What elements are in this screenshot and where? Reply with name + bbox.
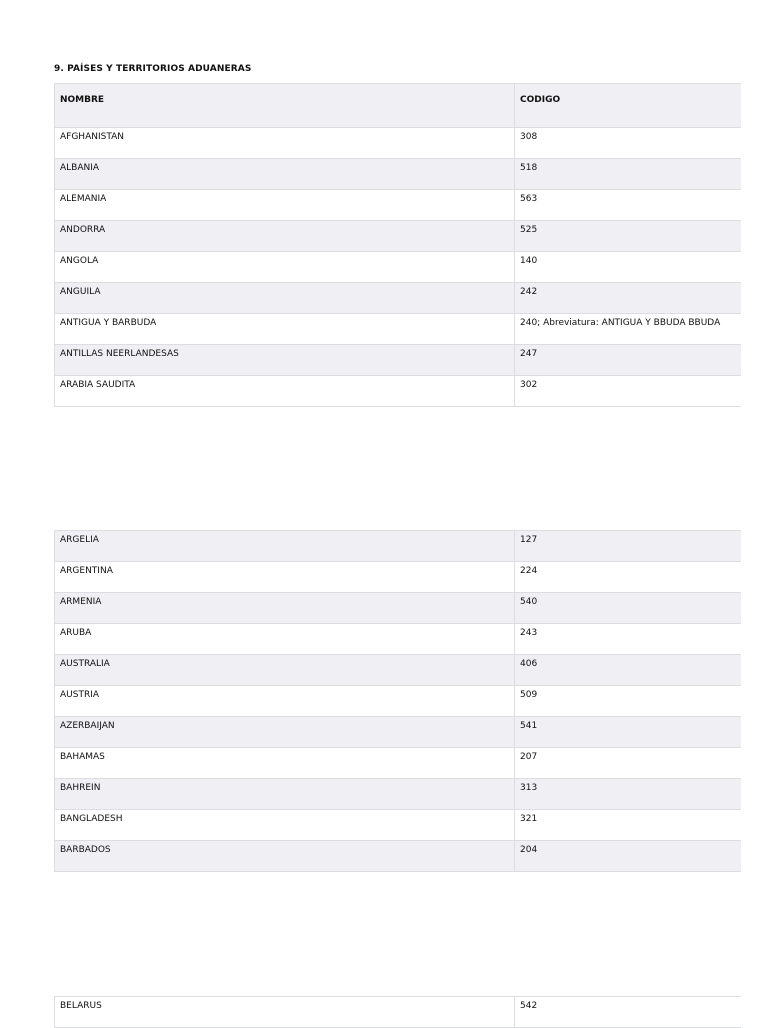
country-name: AUSTRALIA [55, 655, 515, 686]
table-row [55, 314, 741, 345]
country-code: 406 [515, 655, 741, 686]
country-name: BAHAMAS [55, 748, 515, 779]
table-row [55, 252, 741, 283]
table-row [55, 624, 741, 655]
country-code: 313 [515, 779, 741, 810]
country-code: 243 [515, 624, 741, 655]
country-name: ALEMANIA [55, 190, 515, 221]
country-name: AUSTRIA [55, 686, 515, 717]
table-row [55, 841, 741, 872]
country-name: ALBANIA [55, 159, 515, 190]
country-code: 240; Abreviatura: ANTIGUA Y BBUDA BBUDA [515, 314, 741, 345]
table-row [55, 748, 741, 779]
country-name: ANGOLA [55, 252, 515, 283]
country-code: 207 [515, 748, 741, 779]
table-row [55, 717, 741, 748]
country-code: 302 [515, 376, 741, 407]
table-row [55, 562, 741, 593]
country-code: 540 [515, 593, 741, 624]
table-row [55, 593, 741, 624]
country-name: BANGLADESH [55, 810, 515, 841]
table-row [55, 283, 741, 314]
section-title: 9. PAÍSES Y TERRITORIOS ADUANERAS [54, 64, 252, 74]
table-row [55, 128, 741, 159]
table-row [55, 686, 741, 717]
country-name: AFGHANISTAN [55, 128, 515, 159]
header-codigo: CODIGO [515, 84, 741, 128]
country-code: 518 [515, 159, 741, 190]
country-code: 242 [515, 283, 741, 314]
country-name: ANTILLAS NEERLANDESAS [55, 345, 515, 376]
country-name: BARBADOS [55, 841, 515, 872]
country-name: ANTIGUA Y BARBUDA [55, 314, 515, 345]
table-row [55, 190, 741, 221]
country-name: ARGELIA [55, 531, 515, 562]
table-row [55, 810, 741, 841]
table-row [55, 376, 741, 407]
country-name: ARABIA SAUDITA [55, 376, 515, 407]
country-name: ARMENIA [55, 593, 515, 624]
table-row [55, 655, 741, 686]
country-code: 541 [515, 717, 741, 748]
country-code: 140 [515, 252, 741, 283]
table-row [55, 997, 741, 1028]
country-code-table-1 [54, 83, 741, 407]
country-code: 224 [515, 562, 741, 593]
country-code: 308 [515, 128, 741, 159]
country-code: 542 [515, 997, 741, 1028]
country-code-table-2 [54, 530, 741, 872]
header-nombre: NOMBRE [55, 84, 515, 128]
country-code: 563 [515, 190, 741, 221]
table-row [55, 531, 741, 562]
country-name: BELARUS [55, 997, 515, 1028]
country-name: BAHREIN [55, 779, 515, 810]
table-row [55, 345, 741, 376]
table-row [55, 779, 741, 810]
table-row [55, 159, 741, 190]
country-code: 525 [515, 221, 741, 252]
table-header-row [55, 84, 741, 128]
country-code: 321 [515, 810, 741, 841]
country-name: ANDORRA [55, 221, 515, 252]
country-code-table-3 [54, 996, 741, 1028]
country-code: 127 [515, 531, 741, 562]
country-code: 204 [515, 841, 741, 872]
country-code: 509 [515, 686, 741, 717]
country-code: 247 [515, 345, 741, 376]
country-name: AZERBAIJAN [55, 717, 515, 748]
country-name: ANGUILA [55, 283, 515, 314]
country-name: ARUBA [55, 624, 515, 655]
table-row [55, 221, 741, 252]
country-name: ARGENTINA [55, 562, 515, 593]
